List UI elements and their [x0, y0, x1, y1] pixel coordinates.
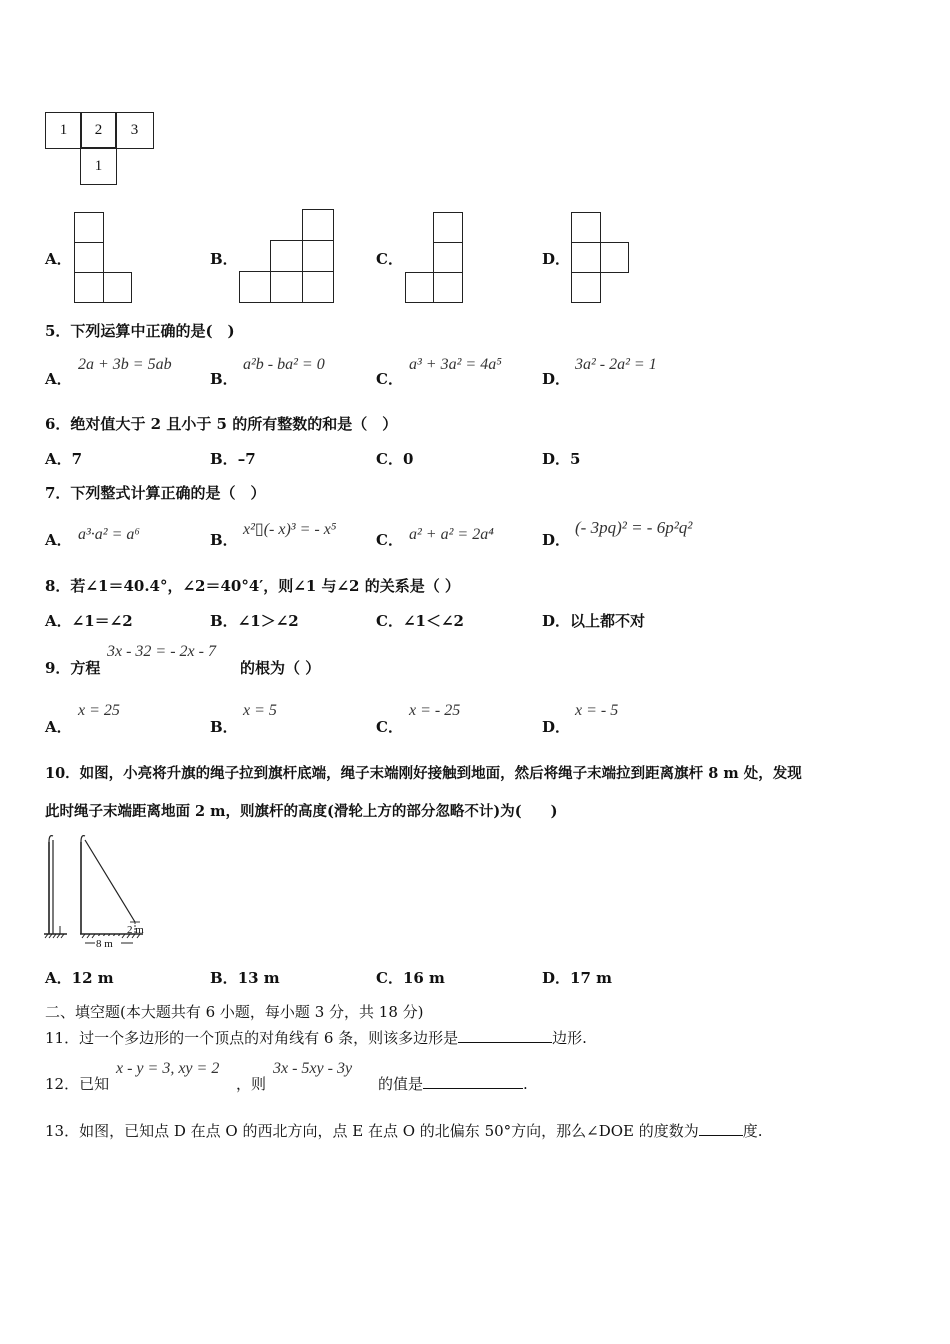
- q12-mid: ，则: [236, 1075, 267, 1093]
- q13: 13．如图，已知点 D 在点 O 的西北方向，点 E 在点 O 的北偏东 50°方向，那么∠DOE 的度数为 度.: [45, 1122, 763, 1140]
- q4-option-d-label: D．: [542, 250, 571, 268]
- q8-option-d: D．以上都不对: [542, 612, 646, 630]
- q4-option-c-label: C．: [376, 250, 403, 268]
- q4-option-a-label: A．: [45, 250, 72, 268]
- q6-option-d: D．5: [542, 450, 581, 468]
- q12-suffix: 的值是 .: [378, 1075, 528, 1093]
- q7-option-b-label: B．: [210, 531, 238, 549]
- q5-option-c-label: C．: [376, 370, 403, 388]
- q7-option-a-label: A．: [45, 531, 72, 549]
- q5-option-b-expr: a²b - ba² = 0: [243, 356, 325, 373]
- q7-option-c-expr: a² + a² = 2a⁴: [409, 526, 494, 543]
- q8-stem: 8．若∠1＝40.4°，∠2＝40°4′，则∠1 与∠2 的关系是（ ）: [45, 577, 460, 595]
- q12-given: x - y = 3, xy = 2: [116, 1060, 220, 1077]
- q7-option-a-expr: a³·a² = a⁶: [78, 526, 140, 543]
- q10-option-c: C．16 m: [376, 969, 445, 987]
- q7-stem: 7．下列整式计算正确的是（ ）: [45, 484, 266, 502]
- q9-option-c-expr: x = - 25: [409, 702, 461, 719]
- q7-option-c-label: C．: [376, 531, 403, 549]
- label-8m: 8 m: [96, 938, 113, 950]
- q7-option-b-expr: x²▯(- x)³ = - x⁵: [243, 521, 337, 538]
- q5-option-d-expr: 3a² - 2a² = 1: [575, 356, 657, 373]
- q5-stem: 5．下列运算中正确的是( ): [45, 322, 235, 340]
- label-2m: 2 m: [127, 924, 144, 936]
- grid-cell-1: 1: [45, 112, 82, 149]
- q12-expr: 3x - 5xy - 3y: [273, 1060, 353, 1077]
- q9-prefix: 9．方程: [45, 659, 101, 677]
- flagpole-figure: [40, 830, 170, 955]
- q8-option-b: B．∠1＞∠2: [210, 612, 299, 630]
- grid-cell-2: 2: [80, 112, 117, 149]
- q5-option-b-label: B．: [210, 370, 238, 388]
- q9-equation: 3x - 32 = - 2x - 7: [107, 643, 216, 660]
- q12-answer-blank[interactable]: [423, 1088, 523, 1089]
- grid-cell-3: 3: [115, 112, 154, 149]
- q9-option-c-label: C．: [376, 718, 403, 736]
- q7-option-d-label: D．: [542, 531, 571, 549]
- q9-option-a-label: A．: [45, 718, 72, 736]
- q13-answer-blank[interactable]: [699, 1135, 743, 1136]
- flagpole-initial: [44, 836, 67, 938]
- q6-option-b: B．–7: [210, 450, 256, 468]
- q5-option-a-label: A．: [45, 370, 72, 388]
- q9-option-b-expr: x = 5: [243, 702, 277, 719]
- q11: 11．过一个多边形的一个顶点的对角线有 6 条，则该多边形是 边形.: [45, 1029, 587, 1047]
- section-2-title: 二、填空题(本大题共有 6 小题，每小题 3 分，共 18 分): [45, 1003, 424, 1021]
- q9-option-b-label: B．: [210, 718, 238, 736]
- q6-stem: 6．绝对值大于 2 且小于 5 的所有整数的和是（ ）: [45, 415, 398, 433]
- grid-cell-4: 1: [80, 147, 117, 185]
- q6-option-c: C．0: [376, 450, 414, 468]
- q11-answer-blank[interactable]: [458, 1042, 552, 1043]
- q9-option-d-expr: x = - 5: [575, 702, 619, 719]
- q6-option-a: A．7: [45, 450, 83, 468]
- q4-option-b-label: B．: [210, 250, 238, 268]
- q5-option-a-expr: 2a + 3b = 5ab: [78, 356, 172, 373]
- q8-option-c: C．∠1＜∠2: [376, 612, 464, 630]
- q10-line2: 此时绳子末端距离地面 2 m，则旗杆的高度(滑轮上方的部分忽略不计)为( ): [45, 803, 558, 820]
- q10-option-d: D．17 m: [542, 969, 612, 987]
- q9-suffix: 的根为（ ）: [240, 659, 321, 677]
- q7-option-d-expr: (- 3pq)² = - 6p²q²: [575, 518, 693, 537]
- flagpole-pulled: [80, 836, 144, 950]
- q5-option-d-label: D．: [542, 370, 571, 388]
- q12-prefix: 12．已知: [45, 1075, 110, 1093]
- q9-option-d-label: D．: [542, 718, 571, 736]
- q10-option-a: A．12 m: [45, 969, 114, 987]
- q5-option-c-expr: a³ + 3a² = 4a⁵: [409, 356, 502, 373]
- q9-option-a-expr: x = 25: [78, 702, 120, 719]
- q10-line1: 10．如图，小亮将升旗的绳子拉到旗杆底端，绳子末端刚好接触到地面，然后将绳子末端拉到距离旗杆 8 m 处，发现: [45, 765, 802, 782]
- q8-option-a: A．∠1＝∠2: [45, 612, 133, 630]
- q10-option-b: B．13 m: [210, 969, 280, 987]
